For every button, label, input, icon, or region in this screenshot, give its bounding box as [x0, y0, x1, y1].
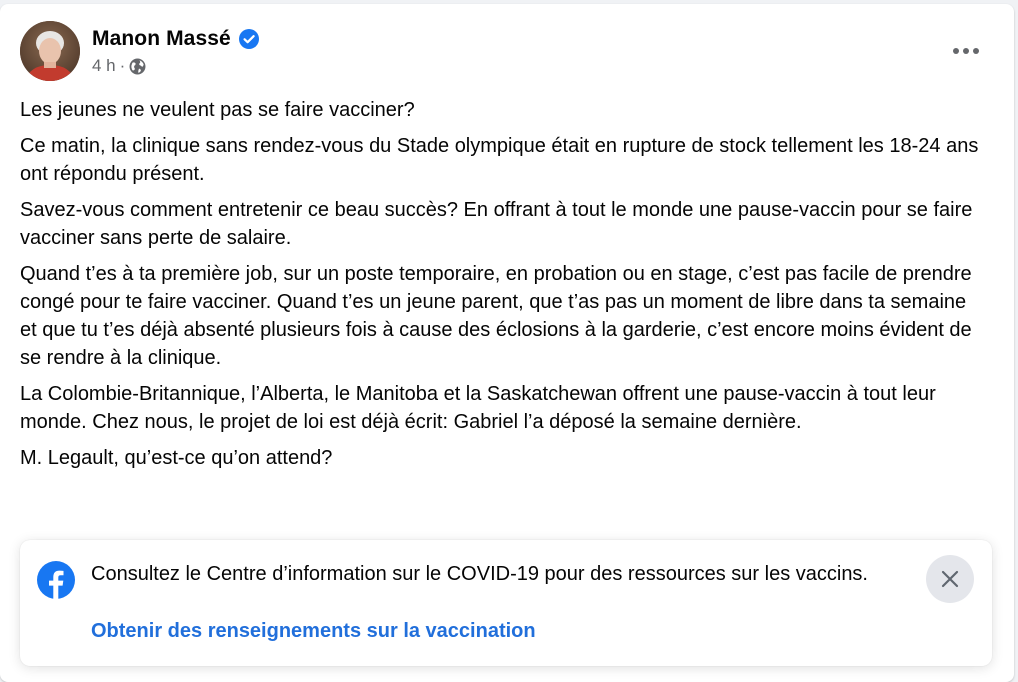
post-paragraph-3: Savez-vous comment entretenir ce beau succès? En offrant à tout le monde une pause-vaccin pour se faire vacciner sans perte de salaire.	[20, 199, 973, 249]
verified-badge-icon	[239, 29, 259, 49]
post-header	[20, 21, 994, 83]
post-meta	[92, 55, 259, 77]
more-options-button[interactable]	[946, 37, 986, 65]
meta-separator: ·	[119, 56, 126, 75]
post-paragraph-5: La Colombie-Britannique, l’Alberta, le Manitoba et la Saskatchewan offrent une pause-vaccin à tout leur monde. Chez nous, le projet de loi est déjà écrit: Gabriel l’a déposé la semaine dernière.	[20, 383, 936, 433]
post-timestamp[interactable]: 4 h	[92, 56, 116, 75]
covid-info-text: Consultez le Centre d’information sur le COVID-19 pour des ressources sur les vaccins.	[91, 563, 868, 585]
avatar-image	[20, 21, 80, 81]
author-name[interactable]: Manon Massé	[92, 27, 231, 50]
author-block	[92, 25, 259, 77]
post-paragraph-2: Ce matin, la clinique sans rendez-vous du Stade olympique était en rupture de stock tellement les 18-24 ans ont répondu présent.	[20, 135, 979, 185]
facebook-logo-icon	[37, 561, 75, 599]
post-body	[20, 96, 980, 480]
avatar[interactable]	[20, 21, 80, 81]
post-paragraph-4: Quand t’es à ta première job, sur un poste temporaire, en probation ou en stage, c’est pas facile de prendre congé pour te faire vacciner. Quand t’es un jeune parent, que t’as pas un moment de libre dans ta semaine et que tu t’es déjà absenté plusieurs fois à cause des éclosions à la garderie, c’est encore moins évident de se rendre à la clinique.	[20, 263, 972, 369]
more-options-icon	[952, 47, 980, 55]
close-banner-button[interactable]	[926, 555, 974, 603]
vaccination-info-link[interactable]: Obtenir des renseignements sur la vaccination	[91, 620, 536, 642]
globe-icon[interactable]	[129, 58, 146, 75]
post-paragraph-1: Les jeunes ne veulent pas se faire vacciner?	[20, 99, 415, 121]
post-paragraph-6: M. Legault, qu’est-ce qu’on attend?	[20, 447, 333, 469]
close-icon	[941, 570, 959, 588]
post-card	[0, 4, 1014, 682]
covid-info-banner	[20, 540, 992, 666]
author-row	[92, 25, 259, 53]
